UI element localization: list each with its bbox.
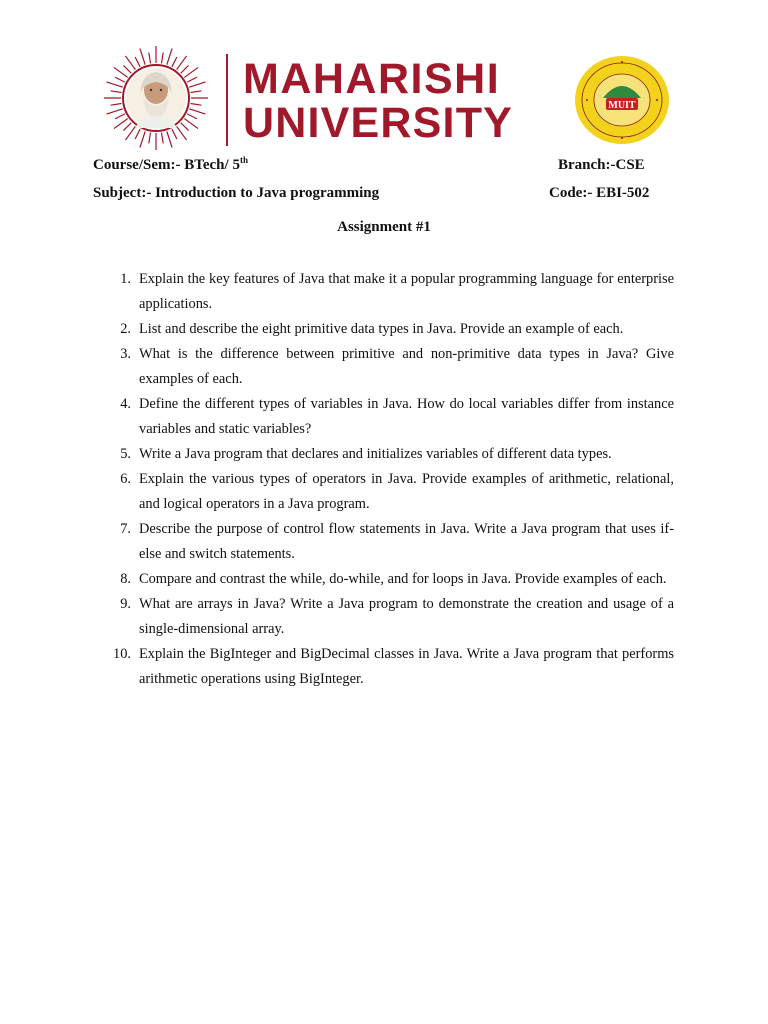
sun-ray	[140, 131, 145, 147]
sun-ray	[191, 103, 202, 105]
sun-ray	[181, 65, 189, 73]
sun-ray	[172, 129, 177, 139]
question-item	[107, 467, 674, 517]
university-name-line1: MAHARISHI	[243, 55, 501, 103]
sun-ray	[181, 123, 189, 131]
question-item	[107, 517, 674, 567]
subject: Subject:- Introduction to Java programming	[93, 185, 380, 201]
question-text: Explain the various types of operators in Java. Provide examples of arithmetic, relational, and logical operators in a Java program.	[139, 471, 674, 512]
question-text: What is the difference between primitive and non-primitive data types in Java? Give examples of each.	[139, 346, 674, 387]
course-sem-label: Course/Sem:- BTech/ 5	[93, 157, 240, 173]
sun-ray	[184, 119, 198, 129]
question-item	[107, 317, 674, 342]
sun-ray	[115, 77, 125, 82]
sun-ray	[161, 53, 163, 64]
seal-text: MUIT	[608, 100, 636, 111]
course-code: Code:- EBI-502	[549, 185, 650, 201]
question-item	[107, 342, 674, 392]
question-text: Define the different types of variables in Java. How do local variables differ from instance variables and static variables?	[139, 396, 674, 437]
sun-ray	[135, 129, 140, 139]
sun-ray	[140, 49, 145, 65]
sun-ray	[114, 67, 128, 77]
question-list	[107, 267, 674, 692]
sun-ray	[167, 131, 172, 147]
question-item	[107, 392, 674, 442]
assignment-title: Assignment #1	[337, 219, 431, 235]
question-number: 7.	[120, 521, 131, 537]
sun-ray	[107, 82, 123, 87]
question-number: 4.	[120, 396, 131, 412]
question-text: Explain the key features of Java that make it a popular programming language for enterprise applications.	[139, 271, 674, 312]
question-number: 5.	[120, 446, 131, 462]
sun-ray	[125, 56, 135, 70]
course-sem-superscript: th	[239, 155, 248, 165]
question-text: Write a Java program that declares and initializes variables of different data types.	[139, 446, 612, 462]
sun-ray	[149, 53, 151, 64]
question-number: 6.	[120, 471, 131, 487]
question-text: List and describe the eight primitive data types in Java. Provide an example of each.	[139, 321, 624, 337]
branch: Branch:-CSE	[558, 157, 645, 173]
sun-portrait-emblem-icon	[93, 44, 219, 152]
question-item	[107, 567, 674, 592]
question-number: 10.	[113, 646, 131, 662]
question-text: Explain the BigInteger and BigDecimal classes in Java. Write a Java program that performs arithmetic operations using BigInteger.	[139, 646, 674, 687]
header-divider	[226, 54, 228, 146]
question-number: 1.	[120, 271, 131, 287]
sun-ray	[189, 109, 205, 114]
question-item	[107, 592, 674, 642]
letterhead	[93, 44, 675, 154]
sun-ray	[191, 91, 202, 93]
sun-ray	[107, 109, 123, 114]
question-number: 9.	[120, 596, 131, 612]
sun-ray	[149, 133, 151, 144]
sun-ray	[111, 103, 122, 105]
university-logo-text	[243, 55, 563, 147]
question-item	[107, 267, 674, 317]
university-name-line2: UNIVERSITY	[243, 99, 514, 147]
question-text: Compare and contrast the while, do-while, and for loops in Java. Provide examples of each.	[139, 571, 667, 587]
sun-ray	[187, 114, 197, 119]
question-number: 3.	[120, 346, 131, 362]
sun-ray	[187, 77, 197, 82]
sun-ray	[123, 65, 131, 73]
question-text: What are arrays in Java? Write a Java program to demonstrate the creation and usage of a single-dimensional array.	[139, 596, 674, 637]
course-sem	[93, 157, 248, 173]
sun-ray	[115, 114, 125, 119]
sun-ray	[135, 57, 140, 67]
question-text: Describe the purpose of control flow statements in Java. Write a Java program that uses if-else and switch statements.	[139, 521, 674, 562]
sun-ray	[184, 67, 198, 77]
sun-ray	[114, 119, 128, 129]
sun-ray	[177, 56, 187, 70]
sun-ray	[111, 91, 122, 93]
sun-ray	[125, 126, 135, 140]
question-number: 2.	[120, 321, 131, 337]
sun-ray	[172, 57, 177, 67]
sun-ray	[167, 49, 172, 65]
sun-ray	[123, 123, 131, 131]
course-branch-row	[93, 157, 653, 174]
sun-ray	[161, 133, 163, 144]
sun-ray	[177, 126, 187, 140]
question-item	[107, 642, 674, 692]
muit-seal-icon	[573, 54, 671, 146]
question-number: 8.	[120, 571, 131, 587]
subject-code-row	[93, 185, 653, 202]
sun-ray	[189, 82, 205, 87]
question-item	[107, 442, 674, 467]
